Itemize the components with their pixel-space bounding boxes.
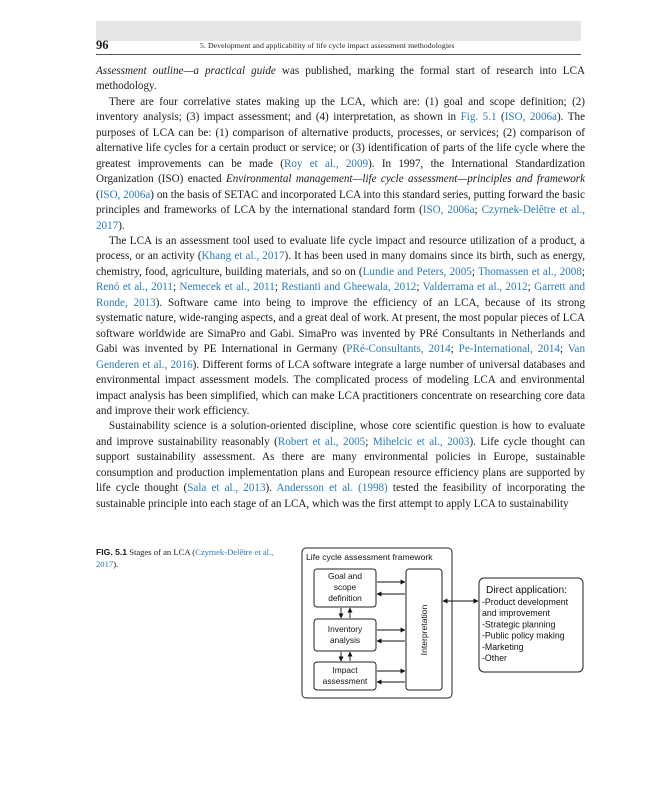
text-span: ; <box>559 343 568 356</box>
italic-title: Assessment outline—a practical guide <box>96 65 276 77</box>
citation-link[interactable]: ISO, 2006a <box>99 188 151 201</box>
page-number: 96 <box>96 38 109 52</box>
text-span: was published, marking the formal start of research into LCA methodology. <box>96 65 585 93</box>
text-span: ). It has been used in many domains since its birth, such as energy, chemistry, food, agriculture, building materials, and so on ( <box>96 250 585 278</box>
text-span: ; <box>471 265 478 278</box>
text-span: ). Different forms of LCA software integrate a large number of universal databases and environmental impact assessment models. The complicated process of modeling LCA and environmental impact analysis has been simplified, which can make LCA practitioners concentrate on researching core data and improve their work efficiency. <box>96 358 585 417</box>
citation-link[interactable]: ISO, 2006a <box>504 111 557 124</box>
impact-label: Impact <box>332 665 358 675</box>
citation-link[interactable]: Lundie and Peters, 2005 <box>362 265 472 278</box>
header-band <box>96 21 581 41</box>
direct-application-title: Direct application: <box>486 585 567 596</box>
citation-link[interactable]: Garrett and Ronde, 2013 <box>96 281 585 309</box>
goal-label: Goal and <box>328 571 362 581</box>
running-head: 5. Development and applicability of life cycle impact assessment methodologies <box>200 41 455 50</box>
citation-link[interactable]: Renó et al., 2011 <box>96 281 173 294</box>
text-span: tested the feasibility of incorporating the sustainable principle into each stage of an LCA, which was the first attempt to apply LCA to sustainability <box>96 482 585 510</box>
text-span: ). The purposes of LCA can be: (1) comparison of alternative products, processes, or services; (2) comparison of alternative life cycles for a certain product or service; or (3) identification of parts of the life cycle where the greatest improvements can be made ( <box>96 111 585 170</box>
caption-text: Stages of an LCA ( <box>129 547 196 557</box>
interpretation-label: Interpretation <box>419 604 429 656</box>
text-span: ; <box>172 281 180 294</box>
text-span: ; <box>474 204 482 217</box>
text-span: ; <box>450 343 459 356</box>
text-span: There are four correlative states making up the LCA, which are: (1) goal and scope definition; (2) inventory analysis; (3) impact assessment; and (4) interpretation, as shown in <box>96 95 585 124</box>
citation-link[interactable]: ISO, 2006a <box>422 204 475 217</box>
paragraph-3 <box>96 234 585 419</box>
lca-framework-diagram <box>290 544 590 702</box>
citation-link[interactable]: Nemecek et al., 2011 <box>179 281 275 294</box>
citation-link[interactable]: Sala et al., 2013 <box>187 482 266 495</box>
citation-link[interactable]: Mihelcic et al., 2003 <box>372 435 470 448</box>
application-item: and improvement <box>482 608 550 619</box>
caption-text: ). <box>113 558 119 569</box>
text-span: ; <box>274 281 282 294</box>
impact-label: assessment <box>322 676 368 686</box>
application-item: -Product development <box>482 597 569 607</box>
paragraph-1 <box>96 64 585 95</box>
text-span: ). In 1997, the International Standardization Organization (ISO) enacted <box>96 157 586 186</box>
citation-link[interactable]: Czyrnek-Delêtre et al., 2017 <box>96 547 274 569</box>
text-span: ). <box>265 482 277 495</box>
citation-link[interactable]: PRé-Consultants, 2014 <box>346 343 451 356</box>
citation-link[interactable]: Pe-International, 2014 <box>458 343 560 356</box>
application-item: -Strategic planning <box>482 619 556 630</box>
text-span: ; <box>416 281 423 294</box>
citation-link[interactable]: Czyrnek-Delêtre et al., 2017 <box>96 204 585 232</box>
text-span: ( <box>496 111 505 124</box>
citation-link[interactable]: Thomassen et al., 2008 <box>477 265 582 278</box>
text-span: ) on the basis of SETAC and incorporated LCA into this standard series, putting forward the basic principles and frameworks of LCA by the international standard form ( <box>96 188 585 217</box>
text-span: ; <box>581 265 585 278</box>
text-span: ; <box>365 435 373 448</box>
text-span: ( <box>96 188 100 201</box>
figure-label: FIG. 5.1 <box>96 547 128 557</box>
text-span: ). <box>118 219 125 232</box>
application-item: -Public policy making <box>482 630 565 641</box>
text-span: ). Software came into being to improve the efficiency of an LCA, because of its strong systematic nature, wide-ranging aspects, and a great deal of work. At present, the most popular pieces of LCA software worldwide are SimaPro and Gabi. SimaPro was invented by PRé Consultants in Netherlands and Gabi was invented by PE International in Germany ( <box>96 296 586 356</box>
italic-title: Environmental management—life cycle assessment—principles and framework <box>225 173 586 186</box>
figure-reference-link[interactable]: Fig. 5.1 <box>460 111 497 124</box>
goal-label: scope <box>333 582 357 592</box>
citation-link[interactable]: Andersson et al. (1998) <box>276 482 388 495</box>
paragraph-4 <box>96 419 585 512</box>
header-rule <box>96 54 581 55</box>
text-span: ; <box>527 281 535 294</box>
paragraph-2 <box>96 95 585 234</box>
application-item: -Other <box>482 653 507 663</box>
citation-link[interactable]: Valderrama et al., 2012 <box>422 281 528 294</box>
body-text <box>96 64 585 512</box>
citation-link[interactable]: Khang et al., 2017 <box>201 250 285 263</box>
citation-link[interactable]: Van Genderen et al., 2016 <box>96 343 585 371</box>
inventory-label: Inventory <box>327 624 363 634</box>
citation-link[interactable]: Robert et al., 2005 <box>277 435 366 448</box>
figure-caption <box>96 547 286 570</box>
text-span: ). Life cycle thought can support sustainability assessment. As there are many environmental policies in Europe, sustainable consumption and production implementation plans and European resource efficiency plans are supported by life cycle thought ( <box>96 435 586 495</box>
text-span: Sustainability science is a solution-oriented discipline, whose core scientific question is how to evaluate and improve sustainability reasonably ( <box>96 420 585 448</box>
citation-link[interactable]: Restianti and Gheewala, 2012 <box>281 281 417 294</box>
application-item: -Marketing <box>482 641 524 652</box>
inventory-label: analysis <box>329 635 361 645</box>
text-span: The LCA is an assessment tool used to evaluate life cycle impact and resource utilization of a product, a process, or an activity ( <box>96 234 585 263</box>
goal-label: definition <box>328 593 362 603</box>
framework-title: Life cycle assessment framework <box>306 552 433 562</box>
citation-link[interactable]: Roy et al., 2009 <box>283 157 369 170</box>
